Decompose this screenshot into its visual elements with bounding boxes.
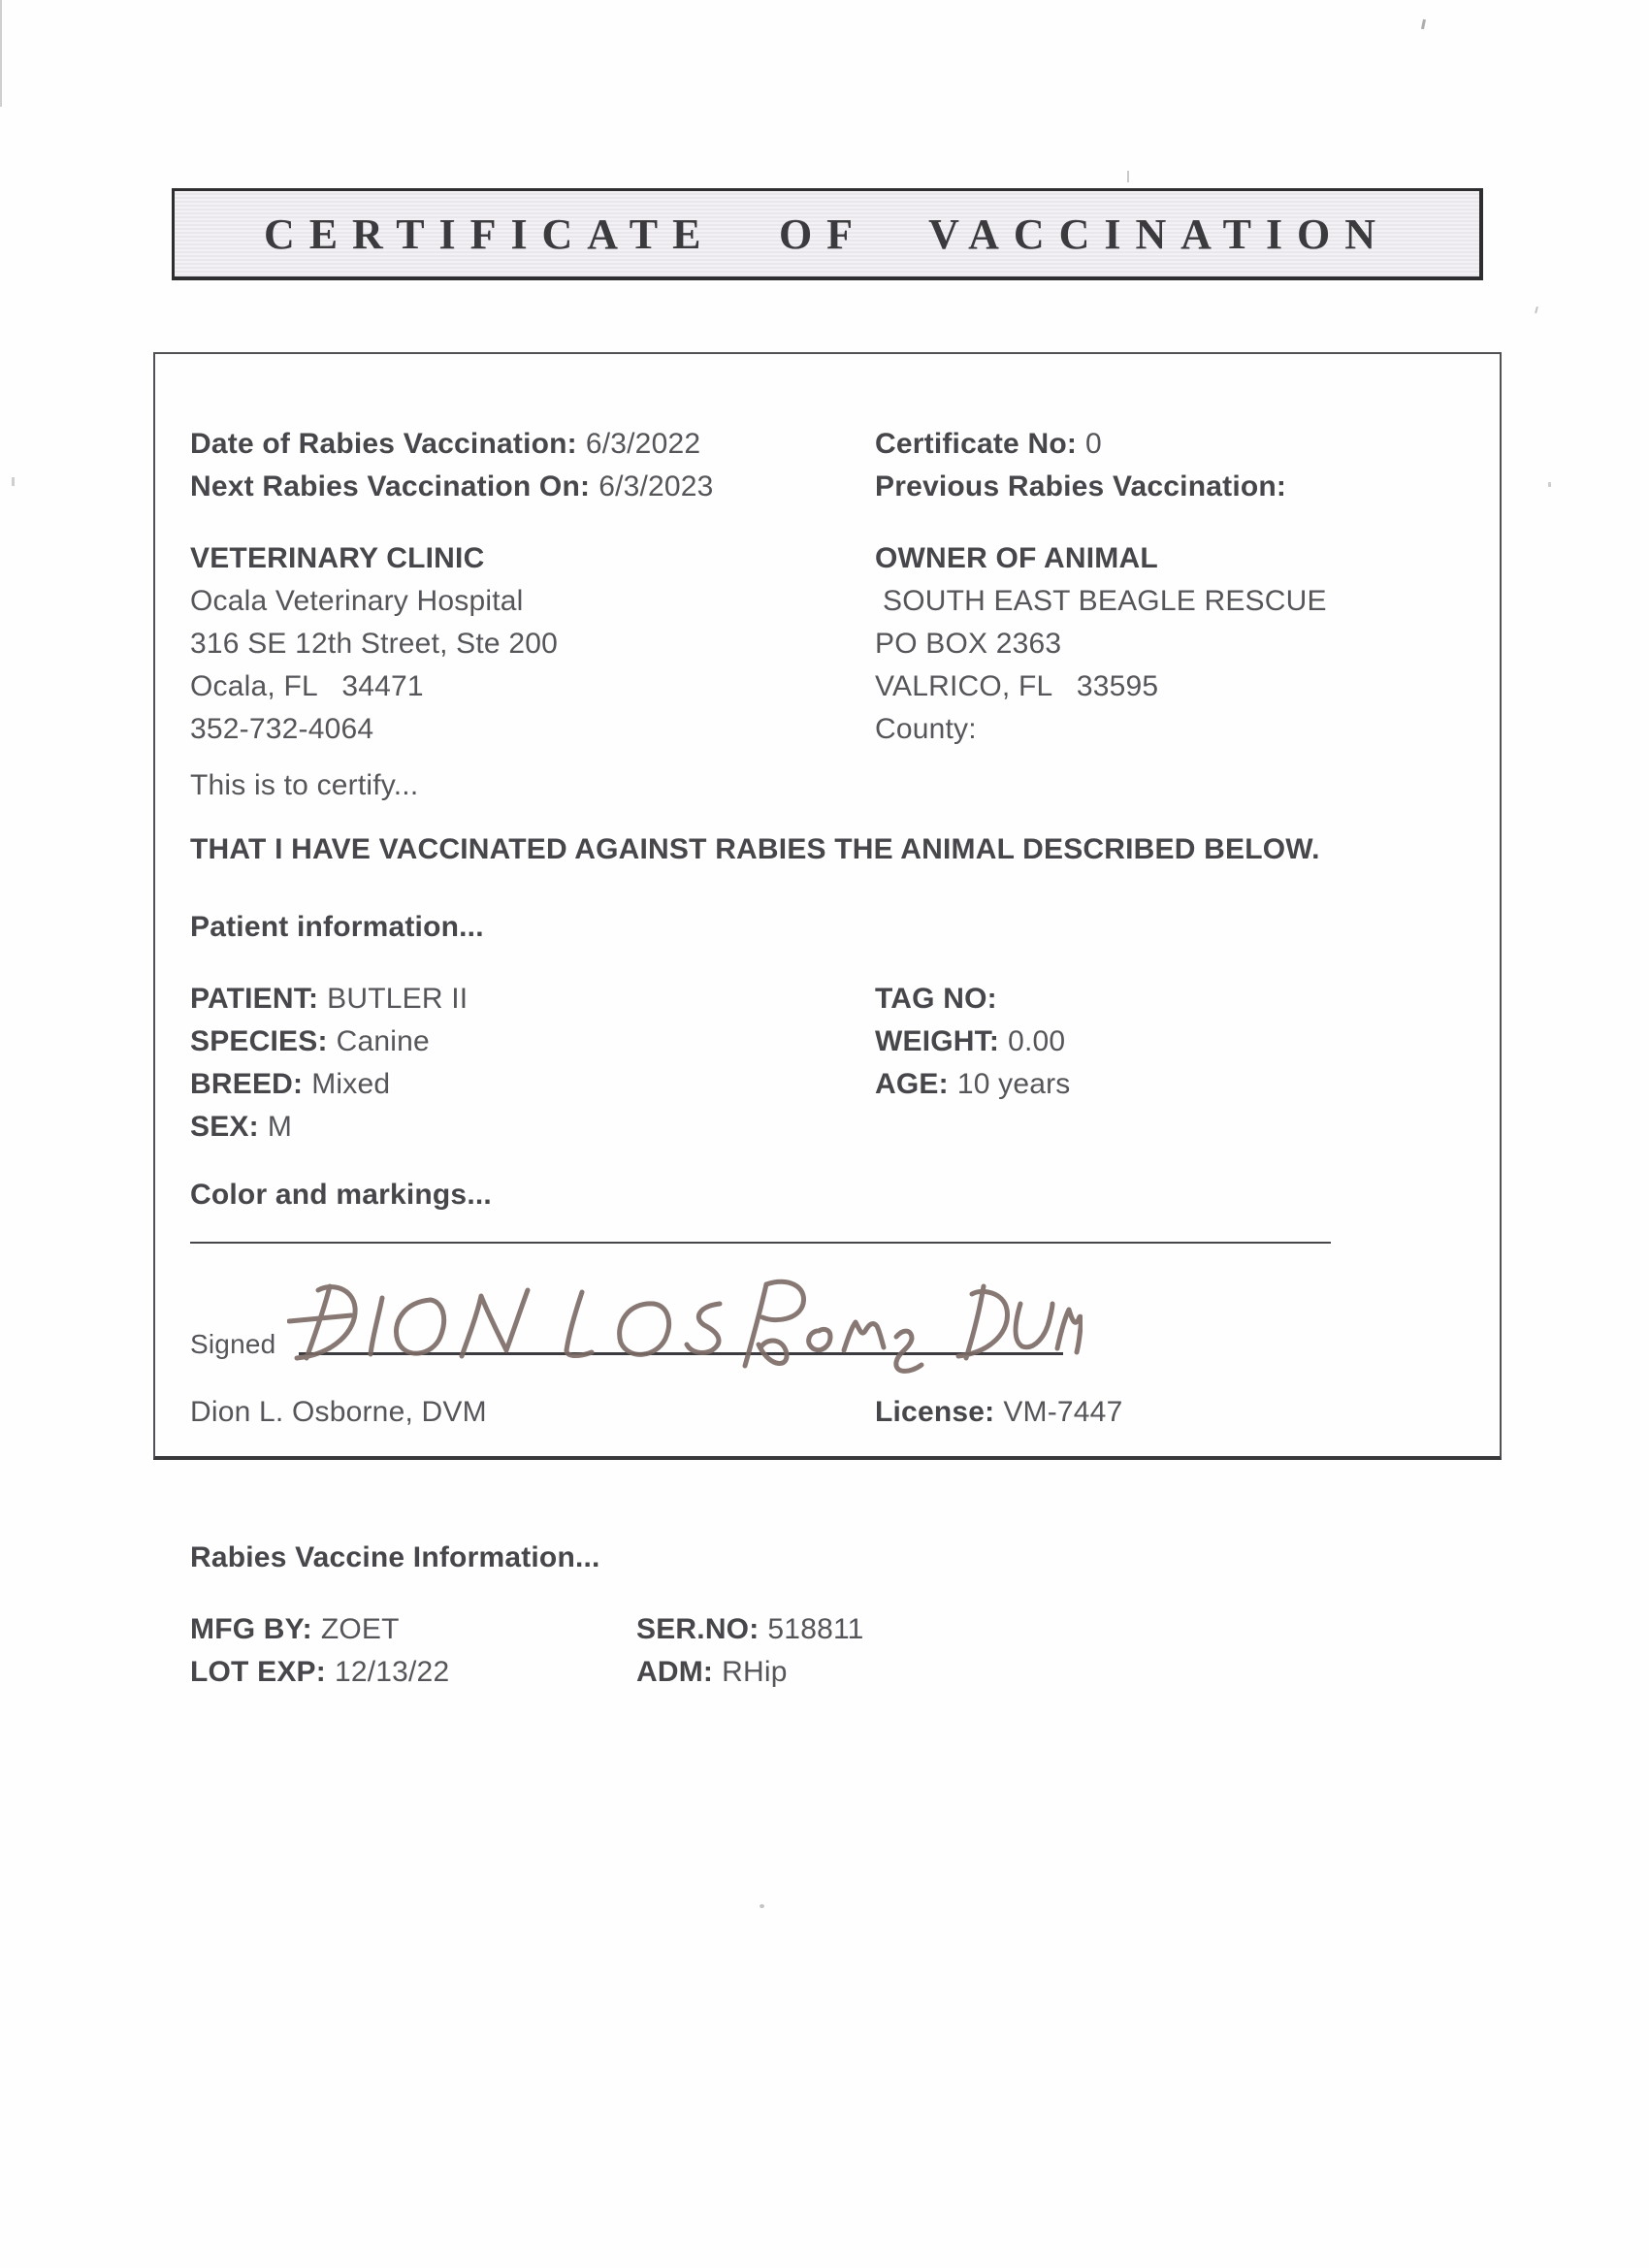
species-value: Canine <box>336 1025 430 1057</box>
certificate-title: CERTIFICATE OF VACCINATION <box>264 210 1390 258</box>
weight-value: 0.00 <box>1008 1025 1066 1057</box>
date-of-vaccination-row <box>190 427 700 462</box>
adm-row <box>636 1655 788 1690</box>
owner-name: SOUTH EAST BEAGLE RESCUE <box>883 585 1327 617</box>
previous-vaccination-label: Previous Rabies Vaccination: <box>875 470 1287 502</box>
title-banner <box>172 188 1483 280</box>
previous-vaccination-row <box>875 470 1286 504</box>
color-markings-heading: Color and markings... <box>190 1179 492 1211</box>
clinic-heading: VETERINARY CLINIC <box>190 542 485 574</box>
next-vaccination-label: Next Rabies Vaccination On: <box>190 470 591 502</box>
color-markings-blank-line <box>190 1242 1331 1244</box>
species-row <box>190 1024 430 1059</box>
next-vaccination-value: 6/3/2023 <box>598 470 714 502</box>
scan-speck <box>1535 307 1538 313</box>
scan-speck <box>1548 482 1551 487</box>
serial-no-row <box>636 1612 864 1647</box>
next-vaccination-row <box>190 470 714 504</box>
tag-no-label: TAG NO: <box>875 983 997 1015</box>
certificate-no-label: Certificate No: <box>875 428 1078 460</box>
serial-no-value: 518811 <box>767 1613 864 1645</box>
age-label: AGE: <box>875 1068 949 1100</box>
tag-no-row <box>875 982 1006 1017</box>
scan-speck <box>760 1904 764 1908</box>
owner-address-line2: VALRICO, FL 33595 <box>875 670 1159 702</box>
owner-heading: OWNER OF ANIMAL <box>875 542 1158 574</box>
lot-exp-row <box>190 1655 449 1690</box>
patient-value: BUTLER II <box>327 983 469 1015</box>
mfg-label: MFG BY: <box>190 1613 312 1645</box>
weight-row <box>875 1024 1065 1059</box>
adm-label: ADM: <box>636 1656 714 1688</box>
certificate-no-row <box>875 427 1102 462</box>
sex-label: SEX: <box>190 1111 259 1143</box>
vaccination-statement: THAT I HAVE VACCINATED AGAINST RABIES THE ANIMAL DESCRIBED BELOW. <box>190 833 1320 865</box>
sex-row <box>190 1110 292 1145</box>
breed-label: BREED: <box>190 1068 304 1100</box>
signed-label: Signed <box>190 1329 276 1359</box>
age-value: 10 years <box>956 1068 1071 1100</box>
license-label: License: <box>875 1396 995 1428</box>
owner-county-label: County: <box>875 713 977 745</box>
scan-speck <box>12 477 15 486</box>
mfg-row <box>190 1612 400 1647</box>
scan-speck <box>1127 171 1129 182</box>
certificate-no-value: 0 <box>1085 428 1102 460</box>
signature-handwriting <box>287 1277 1083 1395</box>
owner-address-line1: PO BOX 2363 <box>875 628 1062 660</box>
vet-printed-name: Dion L. Osborne, DVM <box>190 1396 487 1428</box>
mfg-value: ZOET <box>320 1613 400 1645</box>
serial-no-label: SER.NO: <box>636 1613 760 1645</box>
license-row <box>875 1395 1122 1430</box>
species-label: SPECIES: <box>190 1025 328 1057</box>
clinic-name: Ocala Veterinary Hospital <box>190 585 524 617</box>
clinic-address-line2: Ocala, FL 34471 <box>190 670 424 702</box>
license-value: VM-7447 <box>1003 1396 1123 1428</box>
lot-exp-label: LOT EXP: <box>190 1656 326 1688</box>
sex-value: M <box>267 1111 293 1143</box>
weight-label: WEIGHT: <box>875 1025 1000 1057</box>
age-row <box>875 1067 1070 1102</box>
scan-speck <box>1421 19 1426 29</box>
clinic-phone: 352-732-4064 <box>190 713 374 745</box>
patient-label: PATIENT: <box>190 983 319 1015</box>
vaccine-info-heading: Rabies Vaccine Information... <box>190 1541 600 1573</box>
breed-row <box>190 1067 390 1102</box>
date-of-vaccination-label: Date of Rabies Vaccination: <box>190 428 577 460</box>
lot-exp-value: 12/13/22 <box>334 1656 450 1688</box>
patient-info-heading: Patient information... <box>190 911 484 943</box>
clinic-address-line1: 316 SE 12th Street, Ste 200 <box>190 628 558 660</box>
scan-edge-artifact <box>0 0 2 107</box>
certify-line: This is to certify... <box>190 769 419 801</box>
date-of-vaccination-value: 6/3/2022 <box>585 428 701 460</box>
patient-row <box>190 982 468 1017</box>
adm-value: RHip <box>722 1656 788 1688</box>
breed-value: Mixed <box>311 1068 391 1100</box>
